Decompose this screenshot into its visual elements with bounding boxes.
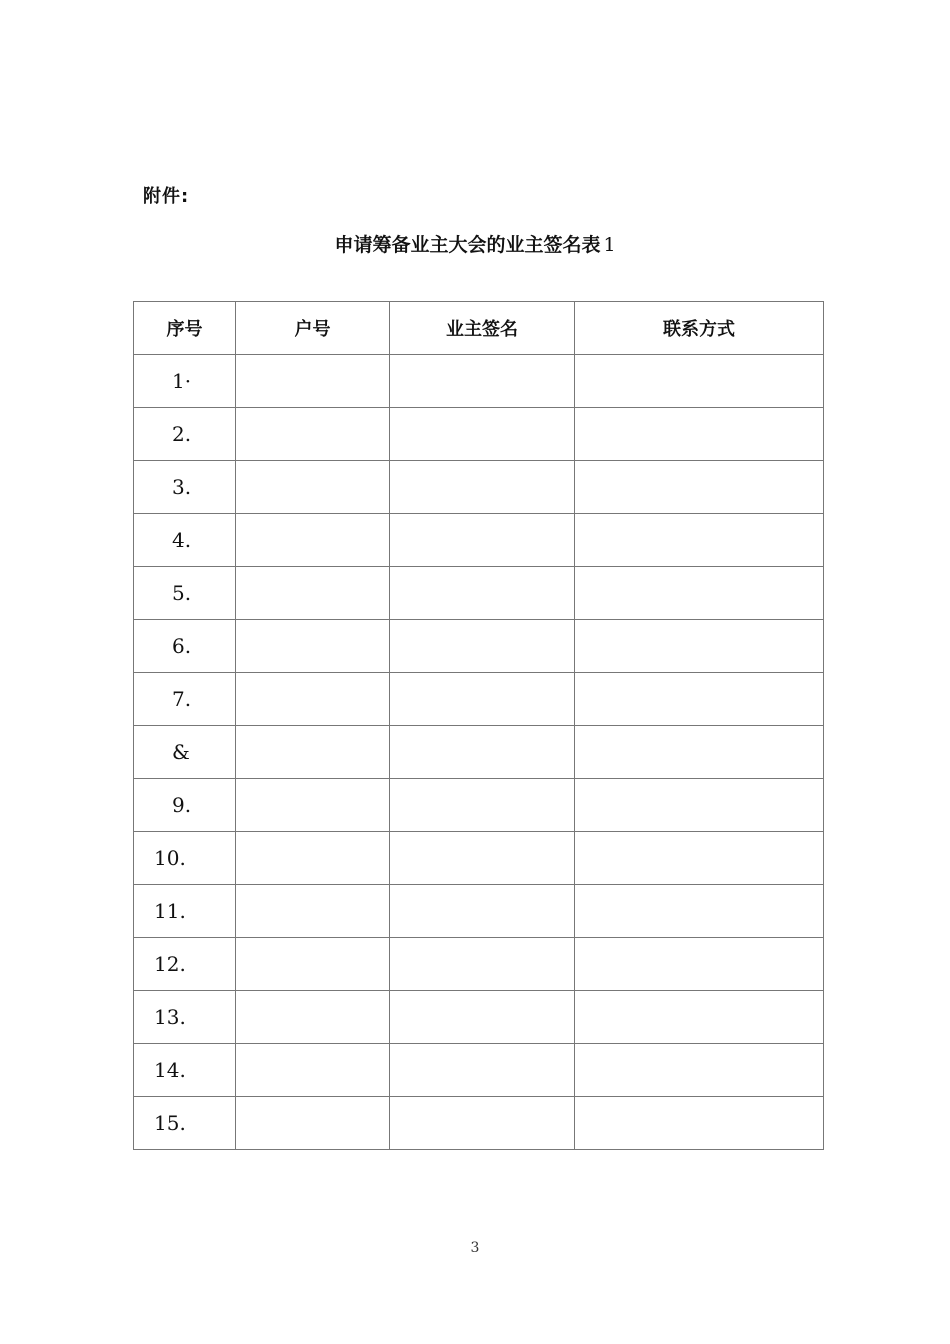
unit-number-cell[interactable] [236,1044,390,1097]
table-row [134,355,824,408]
page-number: 3 [470,1240,480,1256]
serial-number-cell: 10. [134,832,236,885]
owner-signature-cell[interactable] [390,461,575,514]
document-title-text: 申请筹备业主大会的业主签名表 [334,234,601,256]
owner-signature-cell[interactable] [390,991,575,1044]
unit-number-cell[interactable] [236,408,390,461]
owner-signature-cell[interactable] [390,885,575,938]
unit-number-cell[interactable] [236,1097,390,1150]
owner-signature-cell[interactable] [390,832,575,885]
unit-number-cell[interactable] [236,832,390,885]
document-title-number: 1 [603,234,616,256]
contact-info-cell[interactable] [575,514,824,567]
table-row [134,408,824,461]
owner-signature-cell[interactable] [390,567,575,620]
unit-number-cell[interactable] [236,673,390,726]
owner-signature-cell[interactable] [390,408,575,461]
serial-number-cell: 9. [134,779,236,832]
table-row [134,726,824,779]
table-row [134,885,824,938]
contact-info-cell[interactable] [575,885,824,938]
unit-number-cell[interactable] [236,461,390,514]
unit-number-cell[interactable] [236,885,390,938]
contact-info-cell[interactable] [575,673,824,726]
contact-info-cell[interactable] [575,1044,824,1097]
table-row [134,779,824,832]
contact-info-cell[interactable] [575,408,824,461]
table-row [134,673,824,726]
header-serial-number: 序号 [134,302,236,355]
serial-number-cell: 7. [134,673,236,726]
document-title [0,230,950,257]
table-row [134,832,824,885]
serial-number-cell: 1· [134,355,236,408]
serial-number-cell: 2. [134,408,236,461]
table-row [134,991,824,1044]
contact-info-cell[interactable] [575,355,824,408]
table-body [134,355,824,1150]
serial-number-cell: 6. [134,620,236,673]
table-row [134,461,824,514]
serial-number-cell: 11. [134,885,236,938]
unit-number-cell[interactable] [236,938,390,991]
table-row [134,938,824,991]
contact-info-cell[interactable] [575,779,824,832]
owner-signature-cell[interactable] [390,938,575,991]
contact-info-cell[interactable] [575,567,824,620]
owner-signature-cell[interactable] [390,1097,575,1150]
contact-info-cell[interactable] [575,1097,824,1150]
contact-info-cell[interactable] [575,620,824,673]
owner-signature-cell[interactable] [390,514,575,567]
contact-info-cell[interactable] [575,832,824,885]
unit-number-cell[interactable] [236,355,390,408]
serial-number-cell: 4. [134,514,236,567]
header-contact-info: 联系方式 [575,302,824,355]
owner-signature-cell[interactable] [390,779,575,832]
unit-number-cell[interactable] [236,726,390,779]
serial-number-cell: & [134,726,236,779]
owner-signature-cell[interactable] [390,726,575,779]
table-header-row [134,302,824,355]
serial-number-cell: 14. [134,1044,236,1097]
serial-number-cell: 15. [134,1097,236,1150]
table-row [134,567,824,620]
unit-number-cell[interactable] [236,567,390,620]
owner-signature-cell[interactable] [390,673,575,726]
header-unit-number: 户号 [236,302,390,355]
owner-signature-cell[interactable] [390,1044,575,1097]
table-row [134,620,824,673]
table-row [134,514,824,567]
unit-number-cell[interactable] [236,620,390,673]
unit-number-cell[interactable] [236,991,390,1044]
serial-number-cell: 5. [134,567,236,620]
contact-info-cell[interactable] [575,938,824,991]
serial-number-cell: 12. [134,938,236,991]
table-row [134,1044,824,1097]
table-row [134,1097,824,1150]
attachment-label: 附件: [143,186,190,207]
contact-info-cell[interactable] [575,991,824,1044]
contact-info-cell[interactable] [575,461,824,514]
serial-number-cell: 13. [134,991,236,1044]
unit-number-cell[interactable] [236,779,390,832]
owner-signature-table [133,301,824,1150]
header-owner-signature: 业主签名 [390,302,575,355]
contact-info-cell[interactable] [575,726,824,779]
owner-signature-cell[interactable] [390,620,575,673]
owner-signature-cell[interactable] [390,355,575,408]
unit-number-cell[interactable] [236,514,390,567]
serial-number-cell: 3. [134,461,236,514]
